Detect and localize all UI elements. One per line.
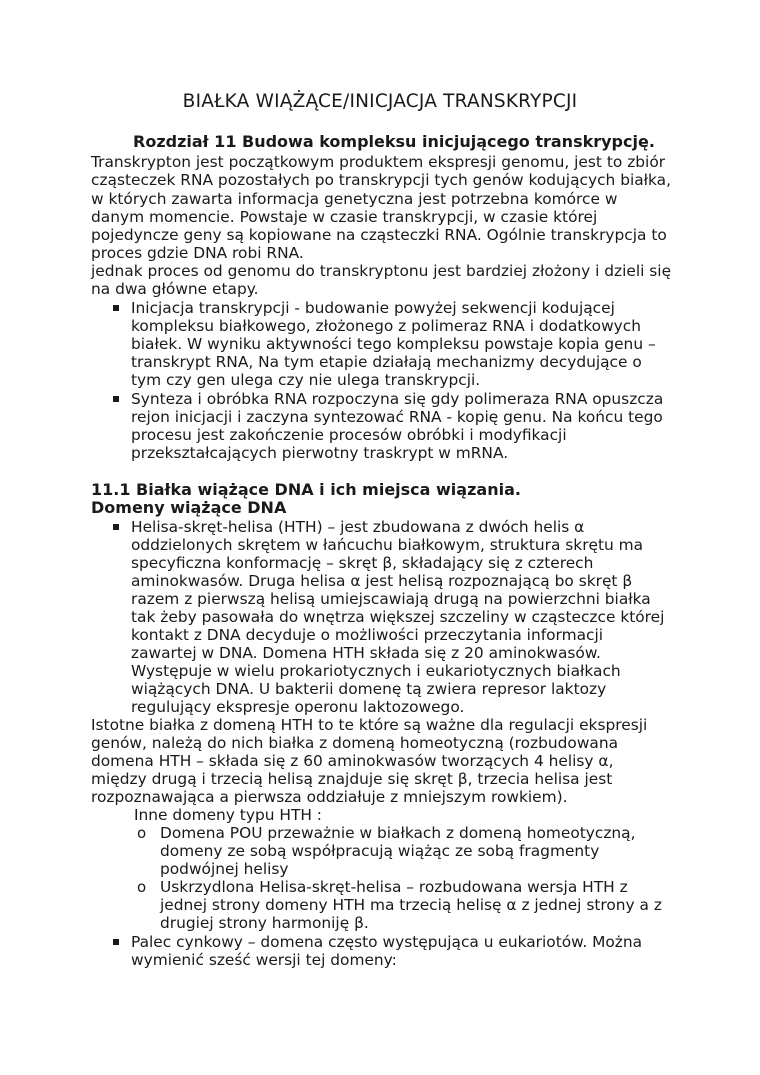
- intro-line: danym momencie. Powstaje w czasie transkrypcji, w czasie której: [91, 208, 598, 226]
- bullet-text-line: Helisa-skręt-helisa (HTH) – jest zbudowana z dwóch helis α: [131, 518, 585, 536]
- subsection-heading: Domeny wiążące DNA: [91, 498, 287, 517]
- paragraph-line: genów, należą do nich białka z domeną homeotyczną (rozbudowana: [91, 734, 619, 752]
- intro-line: cząsteczek RNA pozostałych po transkrypcji tych genów kodujących białka,: [91, 171, 672, 189]
- bullet-text-line: rejon inicjacji i zaczyna syntezować RNA - kopię genu. Na końcu tego: [131, 408, 663, 426]
- bullet-marker: [113, 396, 119, 402]
- sub-bullet-text-line: drugiej strony harmoniję β.: [160, 914, 369, 932]
- bullet-text-line: Występuje w wielu prokariotycznych i eukariotycznych białkach: [131, 662, 621, 680]
- intro-line: jednak proces od genomu do transkryptonu jest bardziej złożony i dzieli się: [91, 262, 672, 280]
- bullet-text-line: regulujący ekspresje operonu laktozowego.: [131, 698, 465, 716]
- sub-bullet-text-line: Uskrzydlona Helisa-skręt-helisa – rozbudowana wersja HTH z: [160, 878, 628, 896]
- paragraph-line: rozpoznawająca a pierwsza oddziałuje z mniejszym rowkiem).: [91, 788, 568, 806]
- sub-bullet-text-line: jednej strony domeny HTH ma trzecią helisę α z jednej strony a z: [160, 896, 662, 914]
- intro-line: Transkrypton jest początkowym produktem ekspresji genomu, jest to zbiór: [91, 153, 666, 171]
- sub-bullet-marker: o: [137, 878, 147, 896]
- bullet-text-line: kontakt z DNA decyduje o możliwości przeczytania informacji: [131, 626, 604, 644]
- bullet-text-line: zawartej w DNA. Domena HTH składa się z 20 aminokwasów.: [131, 644, 601, 662]
- sub-bullet-text-line: domeny ze sobą współpracują wiążąc ze sobą fragmenty: [160, 842, 600, 860]
- bullet-text-line: tak żeby pasowała do wnętrza większej szczeliny w cząsteczce której: [131, 608, 665, 626]
- intro-line: pojedyncze geny są kopiowane na cząsteczki RNA. Ogólnie transkrypcja to: [91, 226, 667, 244]
- bullet-text-line: transkrypt RNA, Na tym etapie działają mechanizmy decydujące o: [131, 353, 642, 371]
- other-domains-label: Inne domeny typu HTH :: [134, 806, 322, 824]
- bullet-marker: [113, 939, 119, 945]
- chapter-heading: Rozdział 11 Budowa kompleksu inicjującego transkrypcję.: [133, 132, 655, 151]
- bullet-text-line: specyficzna konformację – skręt β, składający się z czterech: [131, 554, 594, 572]
- bullet-text-line: przekształcających pierwotny traskrypt w mRNA.: [131, 444, 509, 462]
- paragraph-line: domena HTH – składa się z 60 aminokwasów tworzących 4 helisy α,: [91, 752, 614, 770]
- bullet-text-line: Inicjacja transkrypcji - budowanie powyżej sekwencji kodującej: [131, 299, 615, 317]
- bullet-text-line: wymienić sześć wersji tej domeny:: [131, 951, 397, 969]
- sub-bullet-text-line: Domena POU przeważnie w białkach z domeną homeotyczną,: [160, 824, 636, 842]
- intro-line: w których zawarta informacja genetyczna jest potrzebna komórce w: [91, 190, 618, 208]
- bullet-text-line: aminokwasów. Druga helisa α jest helisą rozpoznającą bo skręt β: [131, 572, 633, 590]
- bullet-text-line: białek. W wyniku aktywności tego kompleksu powstaje kopia genu –: [131, 335, 656, 353]
- bullet-text-line: kompleksu białkowego, złożonego z polimeraz RNA i dodatkowych: [131, 317, 641, 335]
- document-title: BIAŁKA WIĄŻĄCE/INICJACJA TRANSKRYPCJI: [182, 91, 578, 112]
- bullet-marker: [113, 305, 119, 311]
- bullet-text-line: oddzielonych skrętem w łańcuchu białkowym, struktura skrętu ma: [131, 536, 644, 554]
- paragraph-line: między drugą i trzecią helisą znajduje się skręt β, trzecia helisa jest: [91, 770, 613, 788]
- paragraph-line: Istotne białka z domeną HTH to te które są ważne dla regulacji ekspresji: [91, 716, 648, 734]
- sub-bullet-marker: o: [137, 824, 147, 842]
- bullet-text-line: tym czy gen ulega czy nie ulega transkrypcji.: [131, 371, 481, 389]
- section-heading: 11.1 Białka wiążące DNA i ich miejsca wiązania.: [91, 480, 521, 499]
- intro-line: na dwa główne etapy.: [91, 280, 259, 298]
- bullet-text-line: procesu jest zakończenie procesów obróbki i modyfikacji: [131, 426, 567, 444]
- bullet-text-line: Synteza i obróbka RNA rozpoczyna się gdy polimeraza RNA opuszcza: [131, 390, 664, 408]
- sub-bullet-text-line: podwójnej helisy: [160, 860, 289, 878]
- bullet-text-line: wiążących DNA. U bakterii domenę tą zwiera represor laktozy: [131, 680, 607, 698]
- bullet-text-line: razem z pierwszą helisą umiejscawiają drugą na powierzchni białka: [131, 590, 651, 608]
- bullet-text-line: Palec cynkowy – domena często występująca u eukariotów. Można: [131, 933, 643, 951]
- intro-line: proces gdzie DNA robi RNA.: [91, 244, 304, 262]
- bullet-marker: [113, 524, 119, 530]
